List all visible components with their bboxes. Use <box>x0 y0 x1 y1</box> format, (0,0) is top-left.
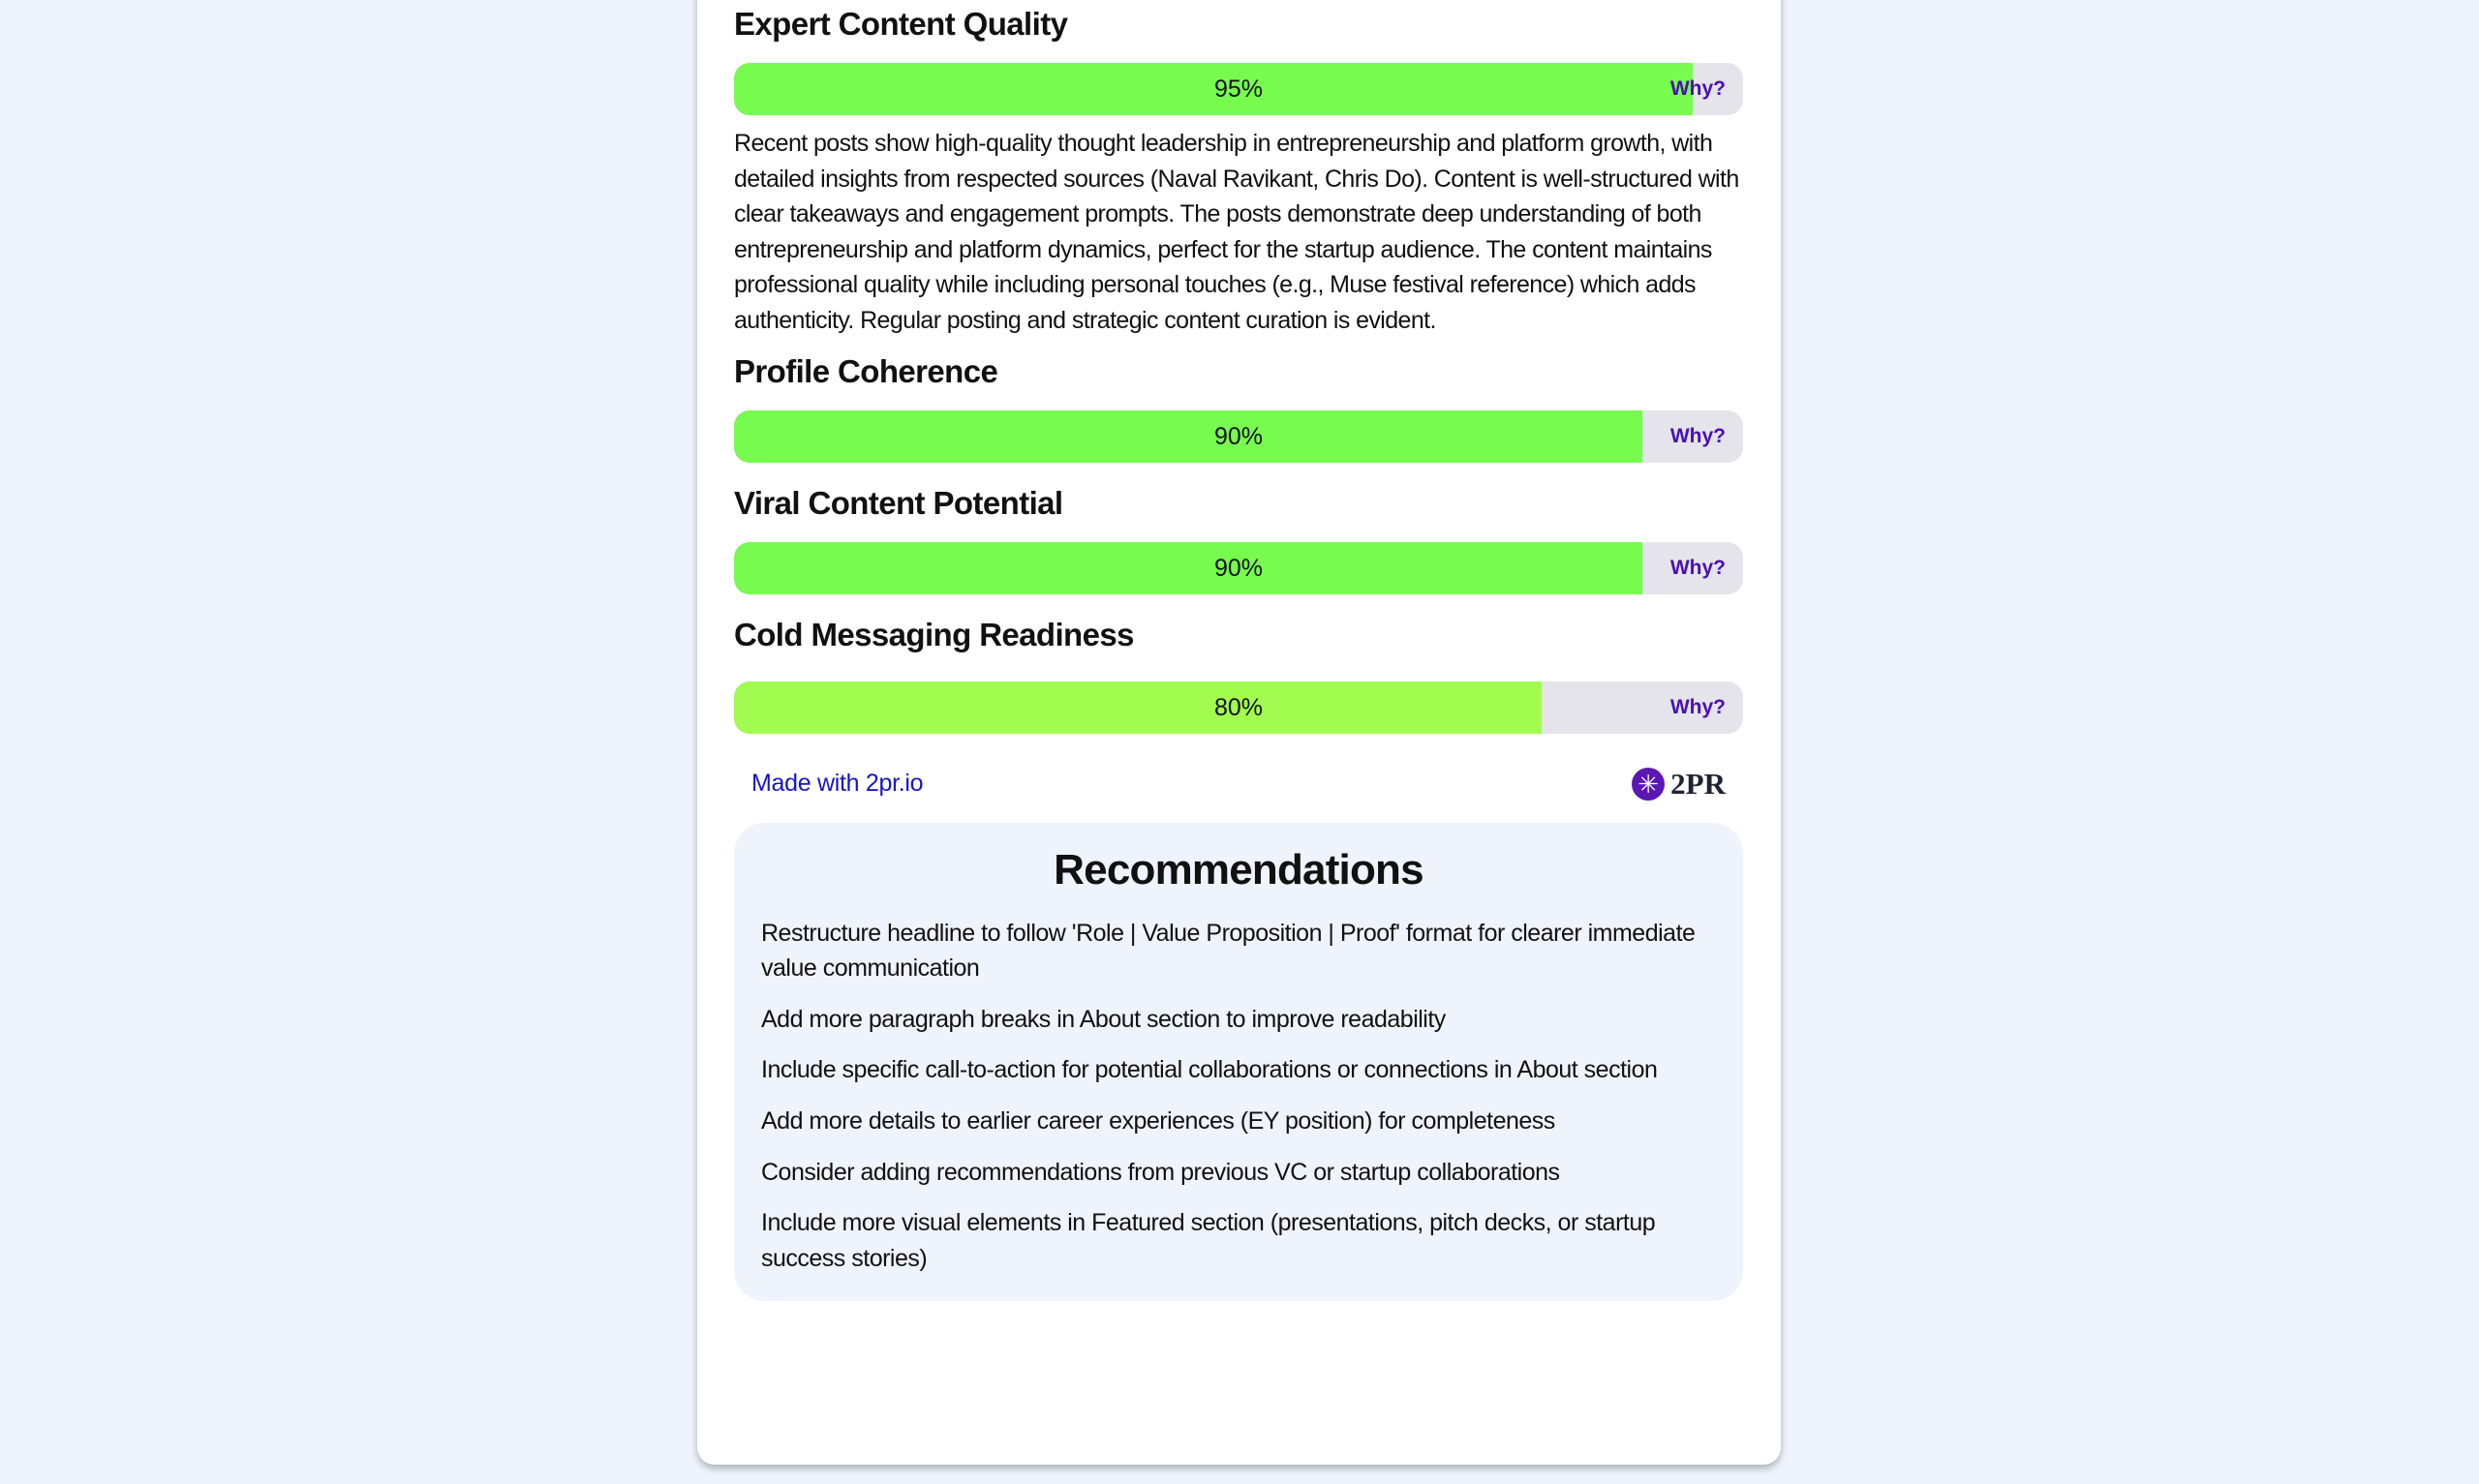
footer-row <box>734 763 1743 805</box>
report-content <box>734 5 1743 1301</box>
why-button[interactable]: Why? <box>1669 695 1726 718</box>
recommendation-item: Restructure headline to follow 'Role | Value Proposition | Proof' format for clearer immediate value communication <box>761 919 1696 983</box>
score-bar-expert-content-quality <box>734 63 1743 115</box>
asterisk-logo-icon: ✳ <box>1632 768 1665 801</box>
metric-title-expert-content-quality: Expert Content Quality <box>734 6 1068 42</box>
logo-text: 2PR <box>1670 766 1726 801</box>
why-button[interactable]: Why? <box>1669 556 1726 579</box>
metric-title-viral-content-potential: Viral Content Potential <box>734 484 1063 521</box>
score-bar-profile-coherence <box>734 410 1743 463</box>
why-button[interactable]: Why? <box>1669 424 1726 447</box>
why-button[interactable]: Why? <box>1669 77 1726 100</box>
recommendation-item: Include more visual elements in Featured section (presentations, pitch decks, or startup success stories) <box>761 1209 1656 1272</box>
metric-title-cold-messaging-readiness: Cold Messaging Readiness <box>734 616 1134 652</box>
recommendations-list <box>761 916 1716 1277</box>
score-value: 90% <box>1213 422 1264 450</box>
score-value: 80% <box>1213 693 1264 721</box>
recommendation-item: Include specific call-to-action for potential collaborations or connections in About section <box>761 1056 1658 1084</box>
score-bar-viral-content-potential <box>734 542 1743 594</box>
score-value: 90% <box>1213 554 1264 582</box>
brand-logo[interactable] <box>1632 767 1726 802</box>
recommendation-item: Consider adding recommendations from previous VC or startup collaborations <box>761 1158 1560 1186</box>
recommendation-item: Add more paragraph breaks in About section to improve readability <box>761 1005 1446 1033</box>
metric-explanation: Recent posts show high-quality thought leadership in entrepreneurship and platform growth, with detailed insights from respected sources (Naval Ravikant, Chris Do). Content is well-structured with clear takeaways and engagement prompts. The posts demonstrate deep understanding of both entrepreneurship and platform dynamics, perfect for the startup audience. The content maintains professional quality while including personal touches (e.g., Muse festival reference) which adds authenticity. Regular posting and strategic content curation is evident. <box>734 130 1739 334</box>
recommendations-title: Recommendations <box>1054 845 1423 893</box>
metric-title-profile-coherence: Profile Coherence <box>734 352 998 389</box>
score-value: 95% <box>1213 76 1264 103</box>
recommendation-item: Add more details to earlier career experiences (EY position) for completeness <box>761 1106 1555 1135</box>
recommendations-panel <box>734 823 1743 1302</box>
score-bar-cold-messaging-readiness <box>734 681 1743 734</box>
made-with-link[interactable]: Made with 2pr.io <box>751 770 924 798</box>
